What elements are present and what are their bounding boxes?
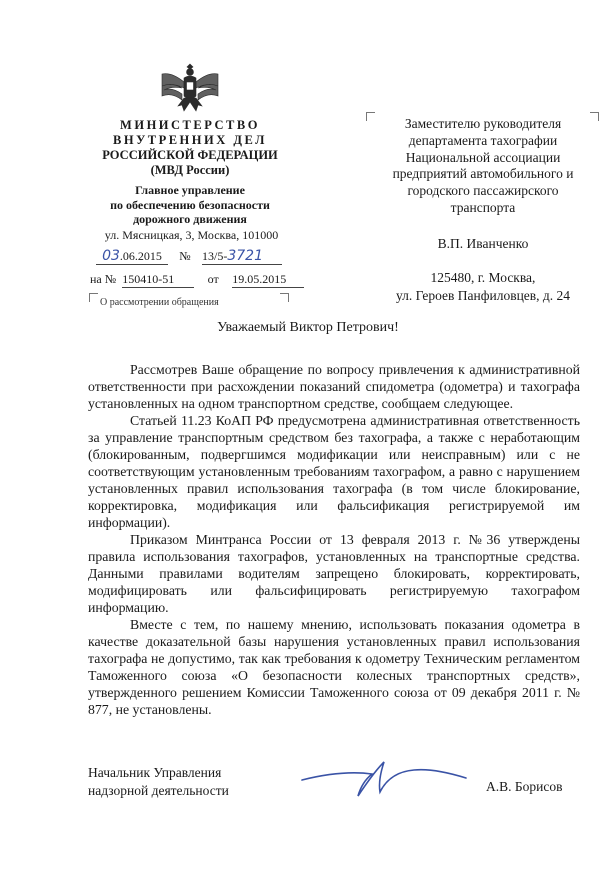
- department-line-2: по обеспечению безопасности: [110, 197, 270, 212]
- ref-label: на №: [90, 272, 117, 286]
- ref-from-label: от: [207, 272, 219, 286]
- recipient-line-4: предприятий автомобильного и: [392, 166, 574, 182]
- recipient-line-3: Национальной ассоциации: [405, 149, 561, 165]
- ministry-line-2: ВНУТРЕННИХ ДЕЛ: [113, 133, 267, 147]
- recipient-line-2: департамента тахографии: [408, 132, 558, 148]
- number-prefix: 13/5-: [202, 249, 228, 263]
- paragraph: Статьей 11.23 КоАП РФ предусмотрена административная ответственность за управление транспортным средством без тахографа, а также с неработающим (блокированным, подвергшимся модификации или неисправным) или с не соответствующим установленным требованиям тахографом, а равно с нарушением установленных правил использования тахографа (в том числе блокирование, корректировка, модификация или фальсификация регистрируемой им информации).: [88, 413, 580, 530]
- handwritten-signature: [300, 756, 470, 806]
- eagle-emblem-icon: [158, 58, 222, 118]
- number-label: №: [179, 249, 191, 263]
- signatory-title-line-2: надзорной деятельности: [88, 783, 229, 798]
- signatory-name: А.В. Борисов: [486, 779, 563, 794]
- registration-date: [96, 248, 168, 265]
- number-handwritten: 3721: [227, 248, 263, 264]
- date-handwritten: 03: [102, 248, 120, 264]
- registration-date-number: [96, 248, 282, 265]
- paragraph: Приказом Минтранса России от 13 февраля 2013 г. №36 утверждены правила использования тахографов, установленных на транспортные средства. Данными правилами водителям запрещено блокировать, корректировать, модифицировать или фальсифицировать регистрируемую тахографом информацию.: [88, 532, 580, 615]
- paragraph: Вместе с тем, по нашему мнению, использовать показания одометра в качестве доказательной базы нарушения установленных правил использования тахографа не допустимо, так как требования к одометру Техническим регламентом Таможенного союза «О безопасности колесных транспортных средств», утвержденного решением Комиссии Таможенного союза от 09 декабря 2011 г. № 877, не установлены.: [88, 617, 580, 717]
- subject-bracket-left: [89, 293, 98, 302]
- recipient-line-6: транспорта: [450, 199, 516, 215]
- date-printed: .06.2015: [119, 249, 162, 263]
- recipient-address: [368, 269, 598, 305]
- recipient-line-5: городского пассажирского: [407, 183, 559, 199]
- department-line-3: дорожного движения: [133, 212, 247, 226]
- signatory-title-line-1: Начальник Управления: [88, 765, 222, 780]
- recipient-address-line-2: ул. Героев Панфиловцев, д. 24: [395, 288, 571, 303]
- ref-number: 150410-51: [122, 272, 194, 288]
- recipient-name: В.П. Иванченко: [437, 236, 529, 251]
- ministry-line-1: МИНИСТЕРСТВО: [120, 118, 260, 132]
- greeting: Уважаемый Виктор Петрович!: [217, 320, 399, 335]
- ministry-line-4: (МВД России): [150, 163, 230, 177]
- recipient-address-line-1: 125480, г. Москва,: [430, 270, 536, 285]
- recipient-line-1: Заместителю руководителя: [404, 116, 562, 131]
- department-line-1: Главное управление: [135, 183, 245, 197]
- paragraph: Рассмотрев Ваше обращение по вопросу привлечения к административной ответственности при расхождении показаний спидометра (одометра) и тахографа установленных на одном транспортном средстве, сообщаем следующее.: [88, 362, 580, 411]
- letter-body: [88, 361, 580, 718]
- ministry-heading: [90, 118, 290, 178]
- ref-date: 19.05.2015: [232, 272, 304, 288]
- subject-line: О рассмотрении обращения: [100, 297, 219, 308]
- recipient-block: [368, 116, 598, 217]
- registration-number: [202, 248, 282, 265]
- signatory-title: [88, 764, 229, 800]
- reference-line: [90, 272, 304, 288]
- ministry-line-3: РОССИЙСКОЙ ФЕДЕРАЦИИ: [102, 148, 278, 162]
- department-heading: [90, 183, 290, 227]
- sender-address: ул. Мясницкая, 3, Москва, 101000: [104, 228, 279, 242]
